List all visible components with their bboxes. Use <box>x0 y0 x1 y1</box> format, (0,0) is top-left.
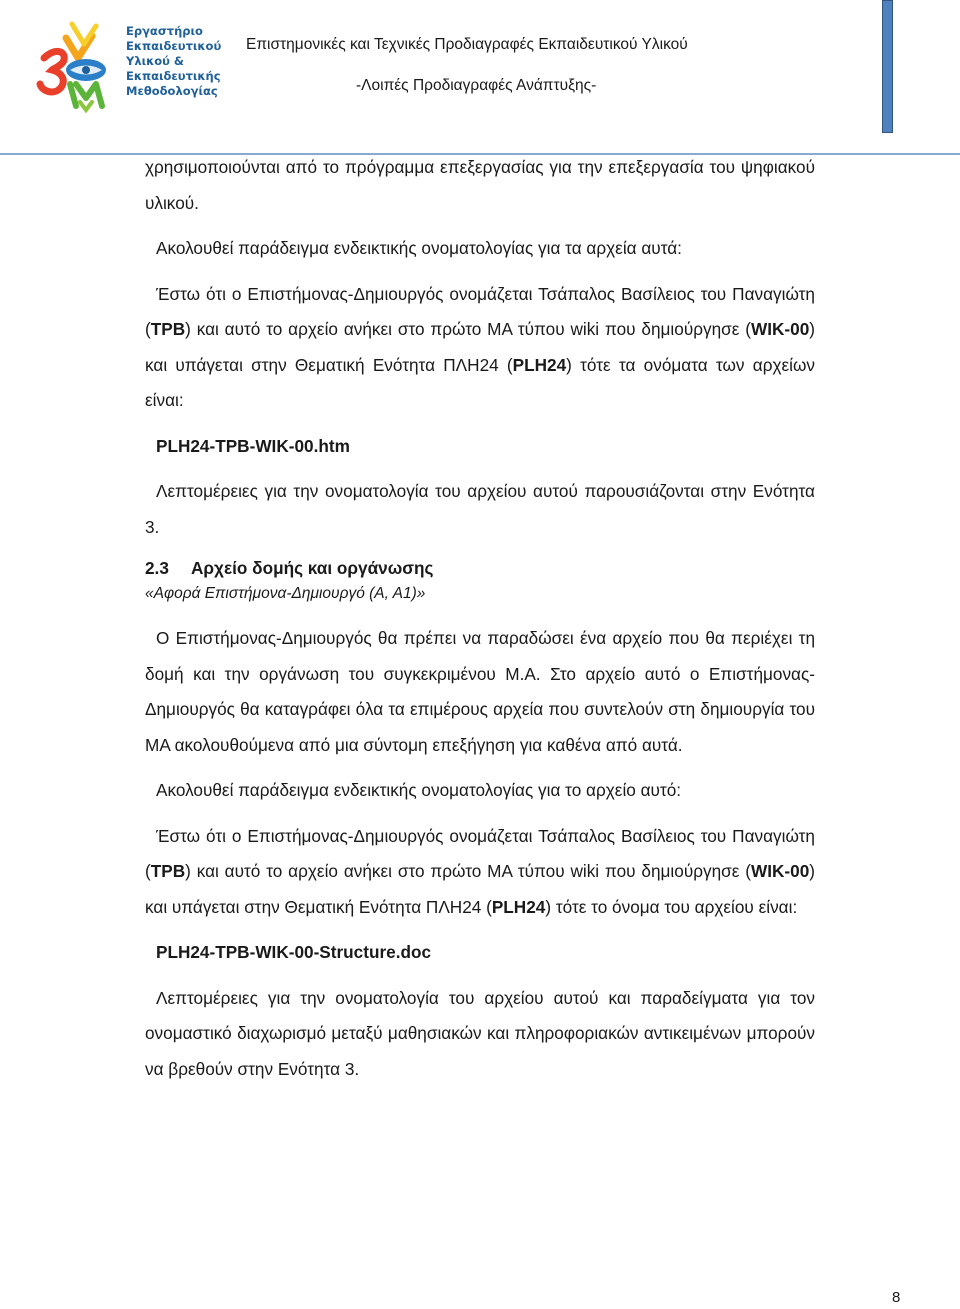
paragraph: Λεπτομέρειες για την ονοματολογία του αρχείου αυτού παρουσιάζονται στην Ενότητα 3. <box>145 481 815 537</box>
paragraph: Ακολουθεί παράδειγμα ενδεικτικής ονοματολογίας για το αρχείο αυτό: <box>156 780 682 800</box>
header-accent-bar <box>882 0 893 133</box>
text-run: ) και υπάγεται στην Θεματική Ενότητα ΠΛΗ24 ( <box>145 861 815 917</box>
text-run: ) τότε τα ονόματα των αρχείων είναι: <box>145 354 815 410</box>
material-code: WIK-00 <box>751 319 810 339</box>
section-title: Αρχείο δομής και οργάνωσης <box>191 558 434 578</box>
paragraph: Ακολουθεί παράδειγμα ενδεικτικής ονοματολογίας για τα αρχεία αυτά: <box>156 238 682 258</box>
text-run: Έστω ότι ο Επιστήμονας-Δημιουργός ονομάζεται Τσάπαλος Βασίλειος του Παναγιώτη ( <box>145 825 815 881</box>
logo-line: Μεθοδολογίας <box>126 84 218 98</box>
author-code: TPB <box>150 861 186 881</box>
document-body <box>145 150 815 1097</box>
text-run: ) τότε το όνομα του αρχείου είναι: <box>545 896 798 917</box>
text-run: Έστω ότι ο Επιστήμονας-Δημιουργός ονομάζεται Τσάπαλος Βασίλειος του Παναγιώτη ( <box>145 283 815 339</box>
section-number: 2.3 <box>145 558 169 578</box>
paragraph: χρησιμοποιούνται από το πρόγραμμα επεξεργασίας για την επεξεργασία του ψηφιακού υλικού. <box>145 157 815 213</box>
example-paragraph <box>145 819 815 926</box>
page-header <box>0 0 960 160</box>
paragraph: Ο Επιστήμονας-Δημιουργός θα πρέπει να παραδώσει ένα αρχείο που θα περιέχει τη δομή και την οργάνωση του συγκεκριμένου Μ.Α. Στο αρχείο αυτό ο Επιστήμονας-Δημιουργός θα καταγράφει όλα τα επιμέρους αρχεία που συντελούν στη δημιουργία του ΜΑ ακολουθούμενα από μια σύντομη επεξήγηση για καθένα από αυτά. <box>145 628 815 755</box>
material-code: WIK-00 <box>751 861 810 881</box>
example-filename: PLH24-TPB-WIK-00-Structure.doc <box>156 942 432 962</box>
paragraph: Λεπτομέρειες για την ονοματολογία του αρχείου αυτού και παραδείγματα για τον ονομαστικό διαχωρισμό μεταξύ μαθησιακών και πληροφοριακών αντικειμένων μπορούν να βρεθούν στην Ενότητα 3. <box>145 987 815 1079</box>
example-paragraph <box>145 277 815 419</box>
section-audience: «Αφορά Επιστήμονα-Δημιουργό (Α, Α1)» <box>145 585 426 602</box>
logo-line: Εργαστήριο <box>126 24 203 38</box>
section-heading <box>145 555 815 581</box>
logo-line: Εκπαιδευτικής <box>126 69 221 83</box>
course-code: PLH24 <box>512 354 567 375</box>
text-run: ) και υπάγεται στην Θεματική Ενότητα ΠΛΗ24 ( <box>145 319 815 375</box>
header-title: Επιστημονικές και Τεχνικές Προδιαγραφές Εκπαιδευτικού Υλικού <box>246 36 688 53</box>
logo-line: Εκπαιδευτικού <box>126 39 222 53</box>
course-code: PLH24 <box>491 896 546 917</box>
header-subtitle: -Λοιπές Προδιαγραφές Ανάπτυξης- <box>356 77 597 94</box>
logo-line: Υλικού & <box>126 54 184 68</box>
lab-logo-text <box>126 24 236 99</box>
author-code: TPB <box>150 319 186 339</box>
text-run: ) και αυτό το αρχείο ανήκει στο πρώτο ΜΑ τύπου wiki που δημιούργησε ( <box>185 861 751 881</box>
text-run: ) και αυτό το αρχείο ανήκει στο πρώτο ΜΑ τύπου wiki που δημιούργησε ( <box>185 319 751 339</box>
example-filename: PLH24-TPB-WIK-00.htm <box>156 435 350 456</box>
page-number: 8 <box>892 1289 901 1306</box>
